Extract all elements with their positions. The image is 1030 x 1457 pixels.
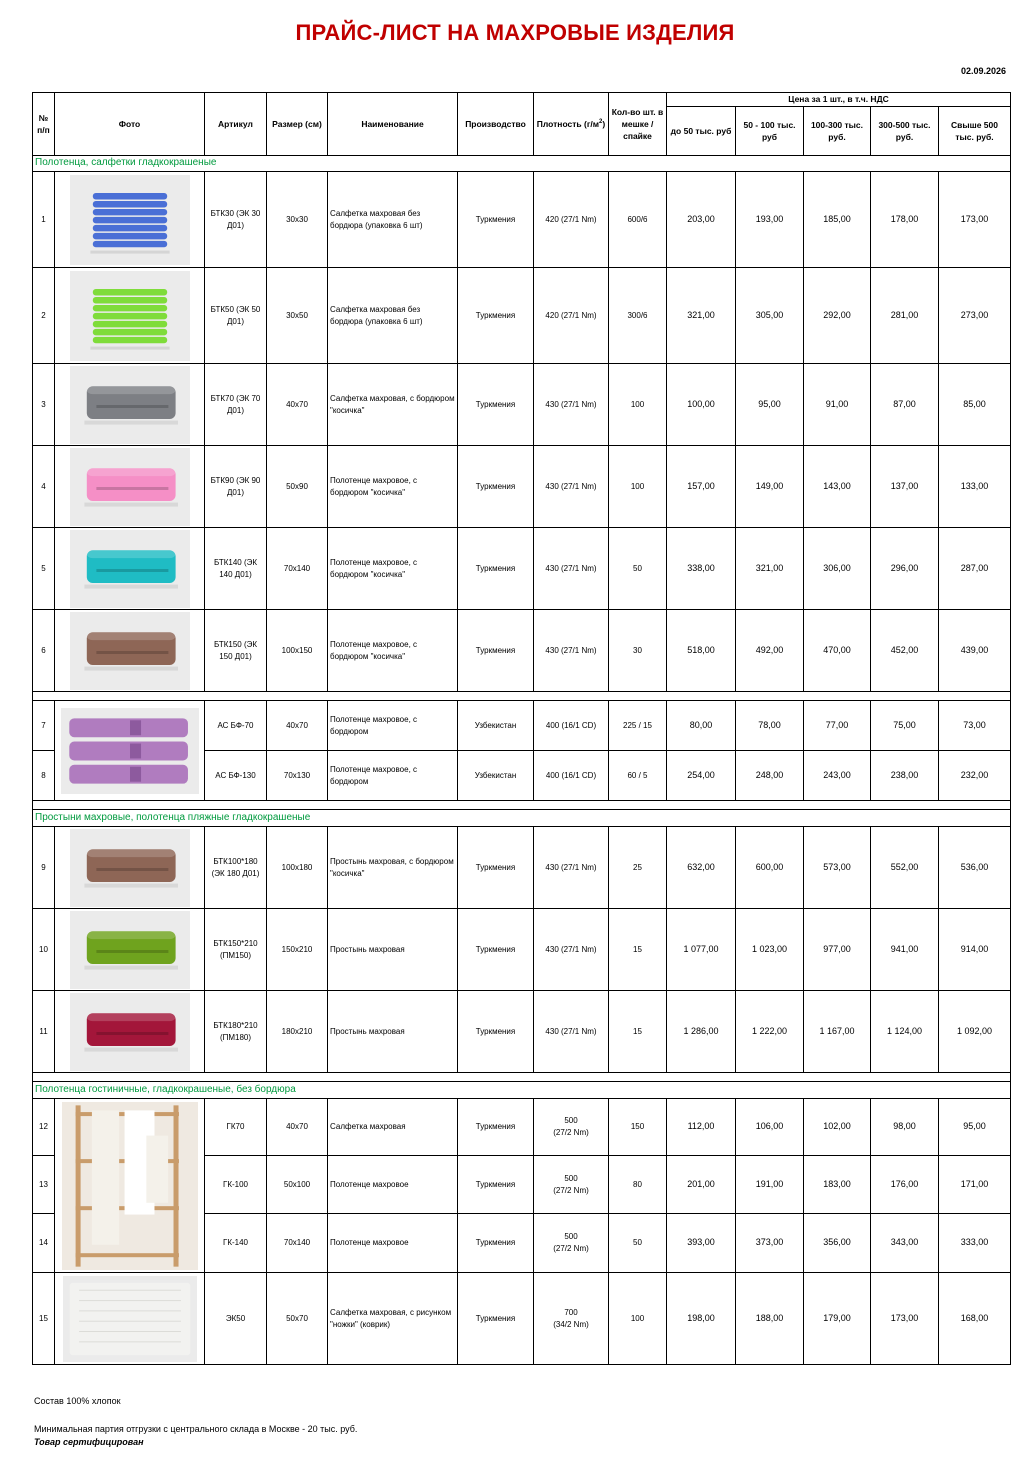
price-3-cell: 185,00 — [804, 172, 871, 268]
density-value: 430 (27/1 Nm) — [545, 944, 597, 954]
density-value: 430 (27/1 Nm) — [545, 399, 597, 409]
num-cell: 9 — [33, 827, 55, 909]
price-1-cell: 338,00 — [667, 528, 736, 610]
product-photo — [70, 993, 190, 1071]
price-table-body — [33, 156, 1011, 1365]
price-4-cell: 176,00 — [871, 1156, 939, 1214]
spacer-cell — [33, 692, 1011, 701]
price-1-cell: 80,00 — [667, 701, 736, 751]
producer-cell: Туркмения — [458, 1214, 534, 1273]
size-cell: 70x140 — [267, 1214, 328, 1273]
price-5-cell: 168,00 — [939, 1273, 1011, 1365]
spacer-row — [33, 1073, 1011, 1082]
name-cell: Простынь махровая, с бордюром "косичка" — [328, 827, 458, 909]
name-cell: Полотенце махровое, с бордюром — [328, 751, 458, 801]
price-3-cell: 183,00 — [804, 1156, 871, 1214]
num-cell: 6 — [33, 610, 55, 692]
photo-cell — [55, 1273, 205, 1365]
price-5-cell: 85,00 — [939, 364, 1011, 446]
density-cell — [534, 528, 609, 610]
density-value: 420 (27/1 Nm) — [545, 214, 597, 224]
price-1-cell: 518,00 — [667, 610, 736, 692]
density-value: 500 — [564, 1116, 578, 1126]
producer-cell: Туркмения — [458, 610, 534, 692]
price-4-cell: 98,00 — [871, 1099, 939, 1156]
table-row — [33, 446, 1011, 528]
qty-cell: 300/6 — [609, 268, 667, 364]
table-row — [33, 172, 1011, 268]
price-4-cell: 281,00 — [871, 268, 939, 364]
photo-frame — [61, 708, 199, 794]
size-cell: 40x70 — [267, 1099, 328, 1156]
name-cell: Простынь махровая — [328, 909, 458, 991]
section-row — [33, 1082, 1011, 1099]
price-3-cell: 102,00 — [804, 1099, 871, 1156]
qty-cell: 100 — [609, 1273, 667, 1365]
photo-cell — [55, 1099, 205, 1273]
photo-frame — [70, 175, 190, 265]
producer-cell: Туркмения — [458, 909, 534, 991]
name-cell: Полотенце махровое, с бордюром "косичка" — [328, 610, 458, 692]
producer-cell: Туркмения — [458, 268, 534, 364]
name-cell: Салфетка махровая без бордюра (упаковка 6 шт) — [328, 268, 458, 364]
density-cell — [534, 751, 609, 801]
photo-frame — [70, 612, 190, 690]
article-cell: БТК180*210 (ПМ180) — [205, 991, 267, 1073]
producer-cell: Узбекистан — [458, 751, 534, 801]
price-2-cell: 600,00 — [736, 827, 804, 909]
header-name: Наименование — [328, 93, 458, 156]
size-cell: 40x70 — [267, 701, 328, 751]
spacer-cell — [33, 801, 1011, 810]
photo-frame — [70, 448, 190, 526]
price-5-cell: 914,00 — [939, 909, 1011, 991]
price-4-cell: 137,00 — [871, 446, 939, 528]
density-yarn: (27/2 Nm) — [553, 1244, 589, 1253]
photo-cell — [55, 172, 205, 268]
price-4-cell: 452,00 — [871, 610, 939, 692]
price-2-cell: 248,00 — [736, 751, 804, 801]
price-2-cell: 149,00 — [736, 446, 804, 528]
qty-cell: 50 — [609, 1214, 667, 1273]
size-cell: 150x210 — [267, 909, 328, 991]
density-cell — [534, 701, 609, 751]
name-cell: Салфетка махровая, с бордюром "косичка" — [328, 364, 458, 446]
name-cell: Полотенце махровое, с бордюром "косичка" — [328, 446, 458, 528]
price-1-cell: 100,00 — [667, 364, 736, 446]
density-value: 420 (27/1 Nm) — [545, 310, 597, 320]
price-2-cell: 305,00 — [736, 268, 804, 364]
price-3-cell: 179,00 — [804, 1273, 871, 1365]
price-5-cell: 287,00 — [939, 528, 1011, 610]
price-5-cell: 536,00 — [939, 827, 1011, 909]
composition-note: Состав 100% хлопок — [34, 1396, 121, 1406]
table-row — [33, 991, 1011, 1073]
certified-note: Товар сертифицирован — [34, 1437, 144, 1447]
price-5-cell: 439,00 — [939, 610, 1011, 692]
spacer-row — [33, 692, 1011, 701]
size-cell: 70x130 — [267, 751, 328, 801]
price-3-cell: 292,00 — [804, 268, 871, 364]
article-cell: БТК30 (ЭК 30 Д01) — [205, 172, 267, 268]
header-price-3: 100-300 тыс. руб. — [804, 107, 871, 156]
product-photo — [70, 530, 190, 608]
density-cell — [534, 172, 609, 268]
header-price-4: 300-500 тыс. руб. — [871, 107, 939, 156]
price-5-cell: 171,00 — [939, 1156, 1011, 1214]
price-2-cell: 193,00 — [736, 172, 804, 268]
density-value: 500 — [564, 1173, 578, 1183]
name-cell: Полотенце махровое, с бордюром "косичка" — [328, 528, 458, 610]
price-1-cell: 321,00 — [667, 268, 736, 364]
product-photo — [70, 271, 190, 361]
article-cell: АС БФ-70 — [205, 701, 267, 751]
price-5-cell: 95,00 — [939, 1099, 1011, 1156]
price-4-cell: 173,00 — [871, 1273, 939, 1365]
price-4-cell: 75,00 — [871, 701, 939, 751]
price-4-cell: 1 124,00 — [871, 991, 939, 1073]
density-value: 500 — [564, 1232, 578, 1242]
price-1-cell: 112,00 — [667, 1099, 736, 1156]
photo-frame — [70, 993, 190, 1071]
price-3-cell: 77,00 — [804, 701, 871, 751]
photo-frame — [63, 1276, 197, 1362]
price-4-cell: 87,00 — [871, 364, 939, 446]
article-cell: БТК140 (ЭК 140 Д01) — [205, 528, 267, 610]
price-1-cell: 254,00 — [667, 751, 736, 801]
price-4-cell: 238,00 — [871, 751, 939, 801]
density-yarn: (34/2 Nm) — [553, 1319, 589, 1329]
header-price-1: до 50 тыс. руб — [667, 107, 736, 156]
price-1-cell: 1 077,00 — [667, 909, 736, 991]
article-cell: БТК50 (ЭК 50 Д01) — [205, 268, 267, 364]
price-2-cell: 191,00 — [736, 1156, 804, 1214]
product-photo — [70, 829, 190, 907]
qty-cell: 225 / 15 — [609, 701, 667, 751]
price-3-cell: 356,00 — [804, 1214, 871, 1273]
photo-frame — [62, 1102, 198, 1270]
price-1-cell: 203,00 — [667, 172, 736, 268]
qty-cell: 100 — [609, 446, 667, 528]
size-cell: 70x140 — [267, 528, 328, 610]
min-order-note: Минимальная партия отгрузки с центрального склада в Москве - 20 тыс. руб. — [34, 1424, 358, 1434]
num-cell: 1 — [33, 172, 55, 268]
size-cell: 50x70 — [267, 1273, 328, 1365]
header-producer: Производство — [458, 93, 534, 156]
article-cell: БТК90 (ЭК 90 Д01) — [205, 446, 267, 528]
density-value: 430 (27/1 Nm) — [545, 645, 597, 655]
price-1-cell: 1 286,00 — [667, 991, 736, 1073]
producer-cell: Туркмения — [458, 827, 534, 909]
product-photo — [70, 448, 190, 526]
size-cell: 40x70 — [267, 364, 328, 446]
density-value: 430 (27/1 Nm) — [545, 481, 597, 491]
price-2-cell: 188,00 — [736, 1273, 804, 1365]
qty-cell: 25 — [609, 827, 667, 909]
qty-cell: 30 — [609, 610, 667, 692]
density-cell — [534, 446, 609, 528]
price-1-cell: 393,00 — [667, 1214, 736, 1273]
num-cell: 2 — [33, 268, 55, 364]
article-cell: БТК100*180 (ЭК 180 Д01) — [205, 827, 267, 909]
photo-cell — [55, 827, 205, 909]
price-3-cell: 306,00 — [804, 528, 871, 610]
num-cell: 13 — [33, 1156, 55, 1214]
name-cell: Полотенце махровое, с бордюром — [328, 701, 458, 751]
price-2-cell: 373,00 — [736, 1214, 804, 1273]
product-photo — [63, 1276, 197, 1362]
photo-cell — [55, 701, 205, 801]
photo-cell — [55, 364, 205, 446]
density-cell — [534, 268, 609, 364]
header-size: Размер (см) — [267, 93, 328, 156]
page-title: ПРАЙС-ЛИСТ НА МАХРОВЫЕ ИЗДЕЛИЯ — [295, 20, 735, 45]
density-yarn: (27/2 Nm) — [553, 1185, 589, 1195]
num-cell: 8 — [33, 751, 55, 801]
density-value: 700 — [564, 1307, 578, 1317]
size-cell: 50x90 — [267, 446, 328, 528]
header-density: Плотность $(г/м^2)$ — [534, 93, 609, 156]
qty-cell: 60 / 5 — [609, 751, 667, 801]
density-cell — [534, 610, 609, 692]
header-article: Артикул — [205, 93, 267, 156]
name-cell: Полотенце махровое — [328, 1214, 458, 1273]
qty-cell: 600/6 — [609, 172, 667, 268]
size-cell: 50x100 — [267, 1156, 328, 1214]
photo-cell — [55, 610, 205, 692]
name-cell: Полотенце махровое — [328, 1156, 458, 1214]
density-cell — [534, 364, 609, 446]
photo-frame — [70, 366, 190, 444]
density-value: 430 (27/1 Nm) — [545, 1026, 597, 1036]
price-1-cell: 632,00 — [667, 827, 736, 909]
price-4-cell: 343,00 — [871, 1214, 939, 1273]
product-photo — [62, 1102, 198, 1270]
price-5-cell: 1 092,00 — [939, 991, 1011, 1073]
price-5-cell: 133,00 — [939, 446, 1011, 528]
qty-cell: 150 — [609, 1099, 667, 1156]
table-row — [33, 827, 1011, 909]
price-3-cell: 143,00 — [804, 446, 871, 528]
name-cell: Простынь махровая — [328, 991, 458, 1073]
price-2-cell: 492,00 — [736, 610, 804, 692]
section-title: Полотенца гостиничные, гладкокрашеные, без бордюра — [33, 1082, 1011, 1099]
density-cell — [534, 1214, 609, 1273]
size-cell: 100x180 — [267, 827, 328, 909]
photo-frame — [70, 911, 190, 989]
price-1-cell: 198,00 — [667, 1273, 736, 1365]
producer-cell: Туркмения — [458, 1156, 534, 1214]
article-cell: ЭК50 — [205, 1273, 267, 1365]
table-row — [33, 909, 1011, 991]
table-row — [33, 364, 1011, 446]
price-3-cell: 243,00 — [804, 751, 871, 801]
name-cell: Салфетка махровая без бордюра (упаковка 6 шт) — [328, 172, 458, 268]
price-2-cell: 1 222,00 — [736, 991, 804, 1073]
photo-cell — [55, 528, 205, 610]
photo-frame — [70, 829, 190, 907]
price-1-cell: 201,00 — [667, 1156, 736, 1214]
price-table — [32, 92, 1011, 1365]
producer-cell: Туркмения — [458, 1273, 534, 1365]
product-photo — [70, 366, 190, 444]
qty-cell: 100 — [609, 364, 667, 446]
price-5-cell: 273,00 — [939, 268, 1011, 364]
density-value: 400 (16/1 CD) — [545, 720, 597, 730]
price-4-cell: 941,00 — [871, 909, 939, 991]
table-row — [33, 610, 1011, 692]
section-title: Полотенца, салфетки гладкокрашеные — [33, 156, 1011, 172]
article-cell: ГК70 — [205, 1099, 267, 1156]
article-cell: БТК70 (ЭК 70 Д01) — [205, 364, 267, 446]
producer-cell: Узбекистан — [458, 701, 534, 751]
section-title: Простыни махровые, полотенца пляжные гладкокрашеные — [33, 810, 1011, 827]
producer-cell: Туркмения — [458, 172, 534, 268]
producer-cell: Туркмения — [458, 364, 534, 446]
producer-cell: Туркмения — [458, 991, 534, 1073]
producer-cell: Туркмения — [458, 446, 534, 528]
price-4-cell: 296,00 — [871, 528, 939, 610]
header-price-group: Цена за 1 шт., в т.ч. НДС — [667, 93, 1011, 107]
header-photo: Фото — [55, 93, 205, 156]
photo-frame — [70, 271, 190, 361]
table-row — [33, 701, 1011, 751]
header-num: № п/п — [33, 93, 55, 156]
price-5-cell: 173,00 — [939, 172, 1011, 268]
article-cell: ГК-140 — [205, 1214, 267, 1273]
num-cell: 14 — [33, 1214, 55, 1273]
price-4-cell: 178,00 — [871, 172, 939, 268]
header-price-2: 50 - 100 тыс. руб — [736, 107, 804, 156]
num-cell: 4 — [33, 446, 55, 528]
density-cell — [534, 1156, 609, 1214]
table-row — [33, 268, 1011, 364]
section-row — [33, 810, 1011, 827]
price-3-cell: 977,00 — [804, 909, 871, 991]
header-price-5: Свыше 500 тыс. руб. — [939, 107, 1011, 156]
producer-cell: Туркмения — [458, 528, 534, 610]
price-2-cell: 321,00 — [736, 528, 804, 610]
price-3-cell: 91,00 — [804, 364, 871, 446]
qty-cell: 50 — [609, 528, 667, 610]
product-photo — [70, 911, 190, 989]
article-cell: АС БФ-130 — [205, 751, 267, 801]
table-row — [33, 528, 1011, 610]
price-2-cell: 1 023,00 — [736, 909, 804, 991]
table-row — [33, 1273, 1011, 1365]
density-cell — [534, 1099, 609, 1156]
density-yarn: (27/2 Nm) — [553, 1128, 589, 1137]
price-4-cell: 552,00 — [871, 827, 939, 909]
density-cell — [534, 991, 609, 1073]
spacer-cell — [33, 1073, 1011, 1082]
size-cell: 100x150 — [267, 610, 328, 692]
photo-cell — [55, 991, 205, 1073]
size-cell: 180x210 — [267, 991, 328, 1073]
producer-cell: Туркмения — [458, 1099, 534, 1156]
size-cell: 30x50 — [267, 268, 328, 364]
photo-cell — [55, 268, 205, 364]
qty-cell: 15 — [609, 909, 667, 991]
num-cell: 12 — [33, 1099, 55, 1156]
density-value: 430 (27/1 Nm) — [545, 563, 597, 573]
num-cell: 11 — [33, 991, 55, 1073]
price-2-cell: 78,00 — [736, 701, 804, 751]
article-cell: БТК150*210 (ПМ150) — [205, 909, 267, 991]
article-cell: БТК150 (ЭК 150 Д01) — [205, 610, 267, 692]
price-date: 02.09.2026 — [960, 66, 1006, 76]
article-cell: ГК-100 — [205, 1156, 267, 1214]
price-3-cell: 470,00 — [804, 610, 871, 692]
density-cell — [534, 909, 609, 991]
product-photo — [70, 612, 190, 690]
density-value: 400 (16/1 CD) — [545, 770, 597, 780]
num-cell: 7 — [33, 701, 55, 751]
num-cell: 3 — [33, 364, 55, 446]
qty-cell: 15 — [609, 991, 667, 1073]
price-5-cell: 232,00 — [939, 751, 1011, 801]
product-photo — [70, 175, 190, 265]
photo-frame — [70, 530, 190, 608]
density-cell — [534, 1273, 609, 1365]
price-2-cell: 106,00 — [736, 1099, 804, 1156]
size-cell: 30x30 — [267, 172, 328, 268]
density-value: 430 (27/1 Nm) — [545, 862, 597, 872]
density-cell — [534, 827, 609, 909]
spacer-row — [33, 801, 1011, 810]
price-3-cell: 1 167,00 — [804, 991, 871, 1073]
num-cell: 10 — [33, 909, 55, 991]
price-5-cell: 73,00 — [939, 701, 1011, 751]
price-1-cell: 157,00 — [667, 446, 736, 528]
photo-cell — [55, 446, 205, 528]
price-3-cell: 573,00 — [804, 827, 871, 909]
price-5-cell: 333,00 — [939, 1214, 1011, 1273]
name-cell: Салфетка махровая, с рисунком "ножки" (коврик) — [328, 1273, 458, 1365]
price-2-cell: 95,00 — [736, 364, 804, 446]
product-photo — [61, 708, 199, 794]
num-cell: 5 — [33, 528, 55, 610]
num-cell: 15 — [33, 1273, 55, 1365]
photo-cell — [55, 909, 205, 991]
section-row — [33, 156, 1011, 172]
table-row — [33, 1099, 1011, 1156]
name-cell: Салфетка махровая — [328, 1099, 458, 1156]
header-qty: Кол-во шт. в мешке / спайке — [609, 93, 667, 156]
qty-cell: 80 — [609, 1156, 667, 1214]
